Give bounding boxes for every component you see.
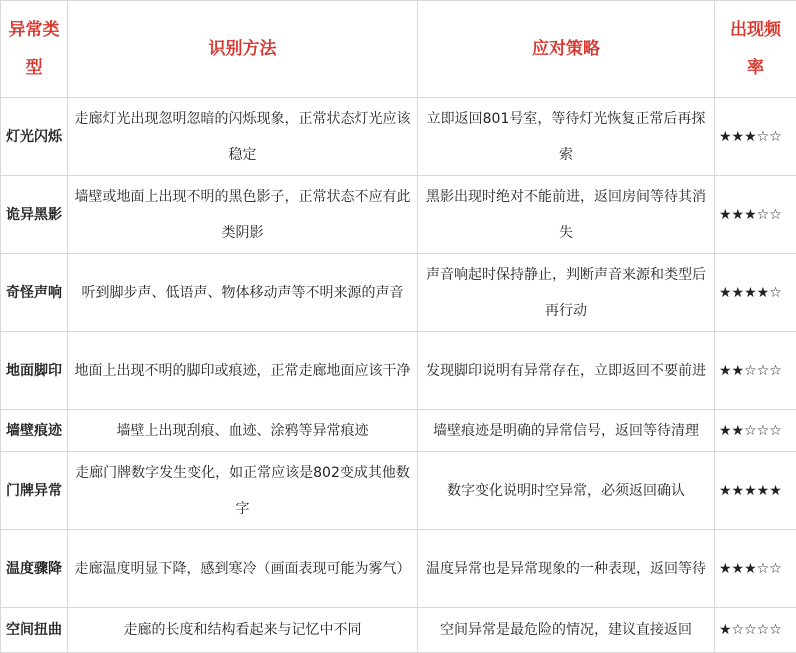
cell-frequency-stars: ★☆☆☆☆ <box>715 608 796 653</box>
cell-frequency-stars: ★★★☆☆ <box>715 530 796 608</box>
cell-type: 灯光闪烁 <box>1 98 68 176</box>
cell-frequency-stars: ★★★☆☆ <box>715 176 796 254</box>
table-row <box>1 176 796 254</box>
table-row <box>1 254 796 332</box>
cell-type: 空间扭曲 <box>1 608 68 653</box>
cell-strategy: 墙壁痕迹是明确的异常信号，返回等待清理 <box>418 410 715 452</box>
cell-identify: 走廊灯光出现忽明忽暗的闪烁现象，正常状态灯光应该稳定 <box>68 98 418 176</box>
cell-frequency-stars: ★★★★☆ <box>715 254 796 332</box>
cell-type: 门牌异常 <box>1 452 68 530</box>
cell-type: 温度骤降 <box>1 530 68 608</box>
table-row <box>1 530 796 608</box>
cell-strategy: 发现脚印说明有异常存在，立即返回不要前进 <box>418 332 715 410</box>
table-header-row <box>1 1 796 98</box>
cell-identify: 走廊门牌数字发生变化，如正常应该是802变成其他数字 <box>68 452 418 530</box>
table-row <box>1 410 796 452</box>
header-frequency: 出现频率 <box>715 1 796 98</box>
table-row <box>1 452 796 530</box>
cell-strategy: 数字变化说明时空异常，必须返回确认 <box>418 452 715 530</box>
cell-identify: 走廊的长度和结构看起来与记忆中不同 <box>68 608 418 653</box>
cell-identify: 墙壁或地面上出现不明的黑色影子，正常状态不应有此类阴影 <box>68 176 418 254</box>
cell-identify: 墙壁上出现刮痕、血迹、涂鸦等异常痕迹 <box>68 410 418 452</box>
cell-strategy: 空间异常是最危险的情况，建议直接返回 <box>418 608 715 653</box>
cell-type: 奇怪声响 <box>1 254 68 332</box>
header-type: 异常类型 <box>1 1 68 98</box>
cell-strategy: 声音响起时保持静止，判断声音来源和类型后再行动 <box>418 254 715 332</box>
cell-type: 墙壁痕迹 <box>1 410 68 452</box>
cell-frequency-stars: ★★★★★ <box>715 452 796 530</box>
table-row <box>1 608 796 653</box>
header-identify: 识别方法 <box>68 1 418 98</box>
table-row <box>1 98 796 176</box>
cell-identify: 听到脚步声、低语声、物体移动声等不明来源的声音 <box>68 254 418 332</box>
cell-identify: 走廊温度明显下降，感到寒冷（画面表现可能为雾气） <box>68 530 418 608</box>
cell-type: 诡异黑影 <box>1 176 68 254</box>
cell-frequency-stars: ★★☆☆☆ <box>715 332 796 410</box>
cell-identify: 地面上出现不明的脚印或痕迹，正常走廊地面应该干净 <box>68 332 418 410</box>
cell-strategy: 黑影出现时绝对不能前进，返回房间等待其消失 <box>418 176 715 254</box>
cell-type: 地面脚印 <box>1 332 68 410</box>
table-row <box>1 332 796 410</box>
cell-strategy: 立即返回801号室，等待灯光恢复正常后再探索 <box>418 98 715 176</box>
cell-frequency-stars: ★★★☆☆ <box>715 98 796 176</box>
header-strategy: 应对策略 <box>418 1 715 98</box>
cell-frequency-stars: ★★☆☆☆ <box>715 410 796 452</box>
cell-strategy: 温度异常也是异常现象的一种表现，返回等待 <box>418 530 715 608</box>
